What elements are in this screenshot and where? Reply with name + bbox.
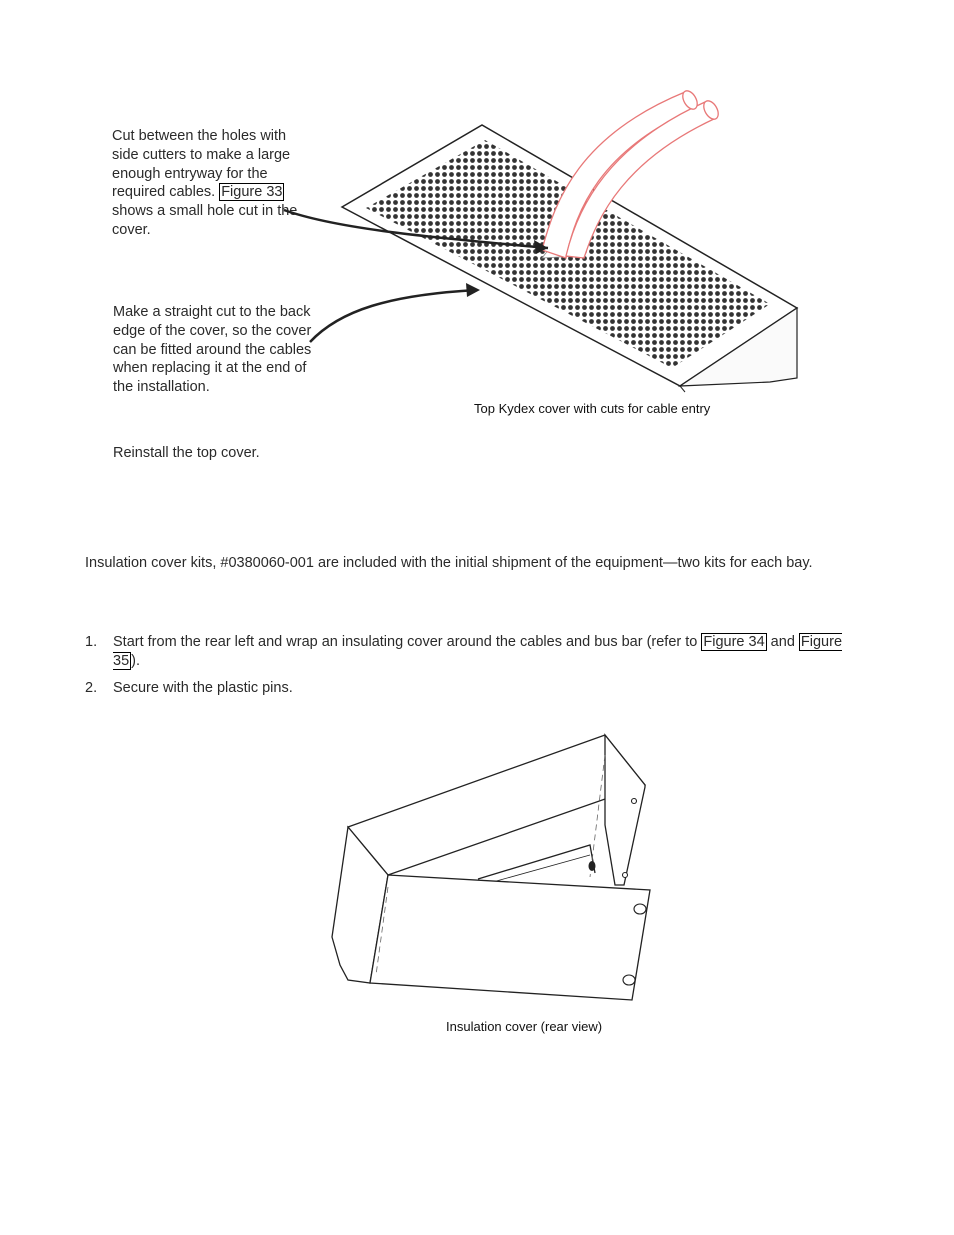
cover-top-panel: [348, 735, 645, 875]
step-text-middle: and: [766, 634, 799, 650]
pin-hole: [623, 975, 635, 985]
insulation-cover-figure: [320, 725, 660, 1010]
callout-cut-holes-text-end: shows a small hole cut in the cover.: [112, 203, 298, 238]
figure-35-link[interactable]: Figure 35: [113, 634, 843, 669]
kydex-figure-caption: Top Kydex cover with cuts for cable entry: [474, 401, 711, 416]
plastic-pin: [589, 861, 596, 871]
figure-34-link[interactable]: Figure 34: [703, 634, 765, 650]
pin-hole: [634, 904, 646, 914]
pin-hole: [632, 799, 637, 804]
cover-end-panel: [605, 735, 645, 885]
insulation-figure-caption: Insulation cover (rear view): [446, 1019, 603, 1034]
step-text: Start from the rear left and wrap an insulating cover around the cables and bus bar (refer to: [113, 634, 702, 650]
callout-cut-holes: [112, 127, 307, 240]
callout-straight-cut: Make a straight cut to the back edge of the cover, so the cover can be fitted around the cables when replacing it at the end of the installation.: [113, 304, 312, 396]
cover-front-panel: [370, 875, 650, 1000]
intro-paragraph: Insulation cover kits, #0380060-001 are included with the initial shipment of the equipment—two kits for each bay.: [85, 555, 813, 571]
steps-list: [85, 633, 865, 705]
step-text-end: ).: [131, 652, 140, 669]
step-item: [85, 633, 865, 671]
figure-33-link[interactable]: Figure 33: [221, 184, 283, 201]
step-text: Secure with the plastic pins.: [113, 679, 293, 696]
pin-hole: [623, 873, 628, 878]
step-number: 2.: [85, 679, 98, 696]
arrow-to-edge: [310, 290, 476, 342]
step-item: [85, 679, 865, 698]
kydex-cover-figure: [280, 80, 820, 400]
callout-reinstall: Reinstall the top cover.: [113, 445, 260, 461]
callout-cut-holes-text: Cut between the holes with side cutters to make a large enough entryway for the required cables.: [112, 128, 291, 201]
step-number: 1.: [85, 634, 98, 650]
